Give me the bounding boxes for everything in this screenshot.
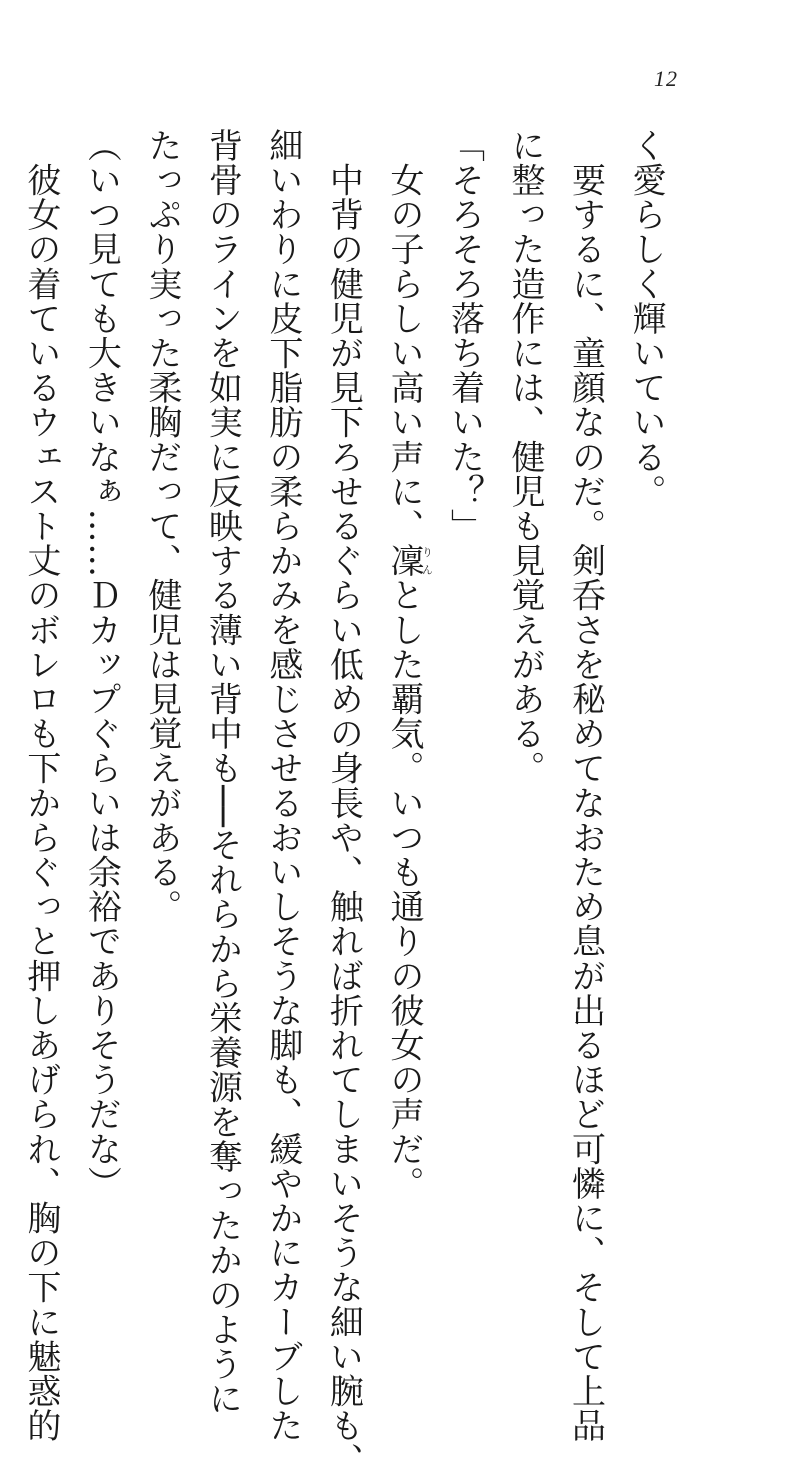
page-number: 12	[654, 66, 678, 91]
text-line: 中背の健児が見下ろせるぐらい低めの身長や、触れば折れてしまいそうな細い腕も、	[323, 128, 364, 1477]
text-segment: 女の子らしい高い声に、	[383, 128, 424, 544]
text-line: く愛らしく輝いている。	[626, 128, 666, 509]
text-line: 「そろそろ落ち着いた？」	[444, 128, 485, 544]
ruby-reading: りん	[420, 543, 434, 578]
text-line	[0, 128, 10, 1128]
text-line: 細いわりに皮下脂肪の柔らかみを感じさせるおいしそうな脚も、緩やかにカーブした	[262, 128, 303, 1443]
text-line: 彼女の着ているウェスト丈のボレロも下からぐっと押しあげられ、胸の下に魅惑的	[20, 128, 61, 1443]
text-line: （いつ見ても大きいなぁ……Ｄカップぐらいは余裕でありそうだな）	[81, 128, 122, 1201]
text-line-with-ruby	[373, 128, 434, 1201]
text-line: 要するに、童顔なのだ。剣呑さを秘めてなおため息が出るほど可憐に、そして上品	[565, 128, 606, 1443]
ruby-annotation	[383, 543, 434, 578]
vertical-text-body	[20, 128, 676, 1477]
text-line: 背骨のラインを如実に反映する薄い背中も──それらから栄養源を奪ったかのように	[202, 128, 243, 1416]
text-segment: とした覇気。いつも通りの彼女の声だ。	[383, 577, 424, 1201]
text-line: に整った造作には、健児も見覚えがある。	[504, 128, 545, 786]
ruby-base: 凜	[383, 543, 424, 578]
text-line: たっぷり実った柔胸だって、健児は見覚えがある。	[141, 128, 182, 924]
